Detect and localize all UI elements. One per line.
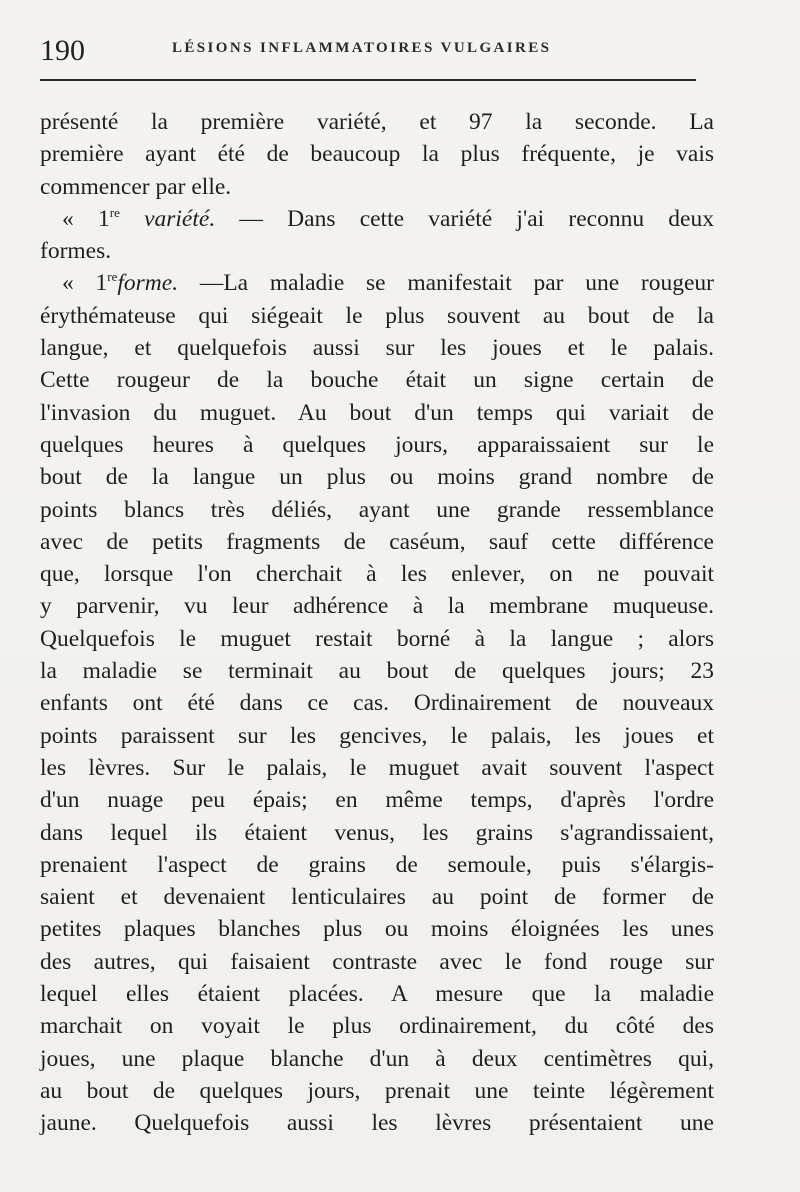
superscript: re — [107, 269, 118, 285]
text-line: Cette rougeur de la bouche était un signe certain de — [40, 367, 714, 394]
text-line: prenaient l'aspect de grains de semoule, puis s'élargis- — [40, 851, 714, 878]
text-line — [40, 203, 714, 235]
line-prefix: « 1 — [62, 270, 108, 297]
line-text: — Dans cette variété j'ai reconnu deux — [215, 205, 714, 232]
text-line: formes. — [40, 238, 112, 265]
text-line: érythémateuse qui siégeait le plus souvent au bout de la — [40, 302, 714, 329]
line-text: —La maladie se manifestait par une rougeur — [178, 270, 715, 297]
text-line: y parvenir, vu leur adhérence à la membrane muqueuse. — [40, 593, 714, 620]
text-line: commencer par elle. — [40, 173, 232, 200]
italic-heading: variété. — [119, 205, 216, 232]
text-line: enfants ont été dans ce cas. Ordinairement de nouveaux — [40, 690, 714, 717]
superscript: re — [109, 205, 120, 221]
text-line: joues, une plaque blanche d'un à deux centimètres qui, — [40, 1045, 714, 1072]
text-line: des autres, qui faisaient contraste avec le fond rouge sur — [40, 948, 714, 975]
text-line: bout de la langue un plus ou moins grand nombre de — [40, 464, 714, 491]
text-line: petites plaques blanches plus ou moins éloignées les unes — [40, 916, 714, 943]
text-line: Quelquefois le muguet restait borné à la langue ; alors — [40, 625, 714, 652]
page-header — [40, 30, 696, 70]
line-prefix: « 1 — [62, 205, 110, 232]
text-line — [40, 267, 714, 299]
text-line: lequel elles étaient placées. A mesure que la maladie — [40, 981, 714, 1008]
text-line: les lèvres. Sur le palais, le muguet avait souvent l'aspect — [40, 754, 714, 781]
text-line: points paraissent sur les gencives, le palais, les joues et — [40, 722, 714, 749]
text-line: première ayant été de beaucoup la plus fréquente, je vais — [40, 141, 714, 168]
text-line: au bout de quelques jours, prenait une teinte légèrement — [40, 1077, 714, 1104]
text-line: marchait on voyait le plus ordinairement, du côté des — [40, 1013, 714, 1040]
text-line: avec de petits fragments de caséum, sauf cette différence — [40, 528, 714, 555]
running-title: LÉSIONS INFLAMMATOIRES VULGAIRES — [172, 40, 552, 56]
text-line: quelques heures à quelques jours, apparaissaient sur le — [40, 431, 714, 458]
text-line: dans lequel ils étaient venus, les grains s'agrandissaient, — [40, 819, 714, 846]
text-line: jaune. Quelquefois aussi les lèvres présentaient une — [40, 1110, 714, 1137]
text-line: que, lorsque l'on cherchait à les enlever, on ne pouvait — [40, 561, 714, 588]
body-text — [40, 106, 714, 1140]
text-line: présenté la première variété, et 97 la seconde. La — [40, 109, 714, 135]
page-number: 190 — [40, 34, 85, 67]
text-line: saient et devenaient lenticulaires au point de former de — [40, 884, 714, 911]
header-rule — [40, 79, 696, 81]
text-line: l'invasion du muguet. Au bout d'un temps qui variait de — [40, 399, 714, 426]
text-line: la maladie se terminait au bout de quelques jours; 23 — [40, 658, 714, 685]
text-line: points blancs très déliés, ayant une grande ressemblance — [40, 496, 714, 523]
text-line: langue, et quelquefois aussi sur les joues et le palais. — [40, 335, 714, 362]
text-line: d'un nuage peu épais; en même temps, d'après l'ordre — [40, 787, 714, 814]
italic-heading: forme. — [117, 270, 179, 297]
